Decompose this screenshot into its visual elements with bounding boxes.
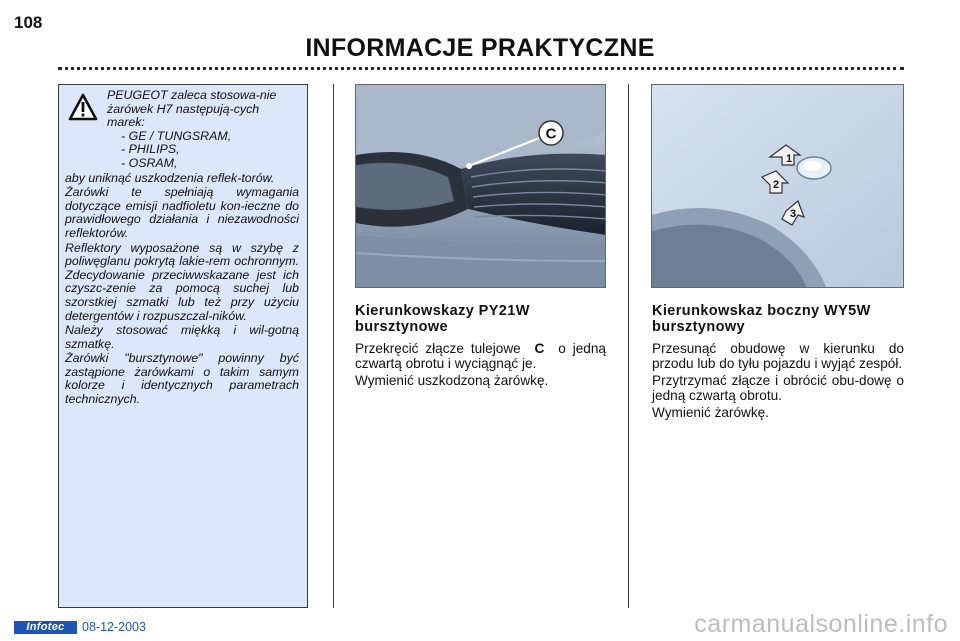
warning-paragraph: Należy stosować miękką i wil-gotną szmatkę. xyxy=(65,323,299,351)
warning-paragraph: aby uniknąć uszkodzenia reflek-torów. xyxy=(65,170,275,185)
infotec-logo: Infotec xyxy=(14,621,77,634)
section-side-body xyxy=(652,342,904,424)
warning-paragraph: Żarówki te spełniają wymagania dotyczące emisji nadfioletu kon-ieczne do prawidłowego działania i niezawodności reflektorów. xyxy=(65,185,299,240)
warning-intro: PEUGEOT zaleca stosowa-nie żarówek H7 następują-cych marek: xyxy=(107,88,277,130)
side-body-2: Przytrzymać złącze i obrócić obu-dowę o jedną czwartą obrotu. xyxy=(652,373,904,403)
footer-date: 08-12-2003 xyxy=(82,620,146,634)
callout-label-3: 3 xyxy=(790,208,797,220)
brand-item: - OSRAM, xyxy=(121,155,178,170)
front-body-after: o jedną czwartą obrotu i wyciągnąć je. xyxy=(355,341,606,371)
warning-box xyxy=(58,84,308,608)
column-divider xyxy=(628,84,629,608)
side-indicator-illustration xyxy=(652,85,904,288)
front-body-bold: C xyxy=(534,341,545,356)
brand-item: - GE / TUNGSRAM, xyxy=(121,128,232,143)
warning-triangle-icon xyxy=(68,93,98,121)
callout-label-2: 2 xyxy=(773,179,780,191)
front-body-2: Wymienić uszkodzoną żarówkę. xyxy=(355,373,549,388)
warning-paragraph: Żarówki "bursztynowe" powinny być zastąpione żarówkami o takim samym kolorze i identycznych parametrach technicznych. xyxy=(65,351,299,407)
front-indicator-photo xyxy=(355,84,606,288)
watermark: carmanualsonline.info xyxy=(694,610,948,638)
brand-item: - PHILIPS, xyxy=(121,142,180,157)
front-indicator-illustration xyxy=(356,85,606,288)
callout-label-c: C xyxy=(545,125,557,143)
front-body-before: Przekręcić złącze tulejowe xyxy=(355,341,521,356)
side-indicator-photo xyxy=(651,84,904,288)
section-front-title: Kierunkowskazy PY21W bursztynowe xyxy=(355,303,530,335)
page-number: 108 xyxy=(14,13,43,32)
side-body-3: Wymienić żarówkę. xyxy=(652,405,769,420)
side-body-1: Przesunąć obudowę w kierunku do przodu lub do tyłu pojazdu i wyjąć zespół. xyxy=(652,341,904,371)
callout-label-1: 1 xyxy=(786,153,793,165)
section-side-title: Kierunkowskaz boczny WY5W bursztynowy xyxy=(652,303,871,335)
section-front-body xyxy=(355,342,606,392)
page-title: INFORMACJE PRAKTYCZNE xyxy=(305,34,655,62)
brand-list xyxy=(121,130,299,171)
dotted-divider xyxy=(58,67,904,70)
warning-paragraph: Reflektory wyposażone są w szybę z poliwęglanu pokrytą lakie-rem ochronnym. Zdecydowanie przeciwwskazane jest ich czyszc-zenie za pomocą suchej lub szorstkiej szmatki lub też przy użyciu detergentów i rozpuszczal-ników. xyxy=(65,240,299,323)
column-divider xyxy=(333,84,334,608)
